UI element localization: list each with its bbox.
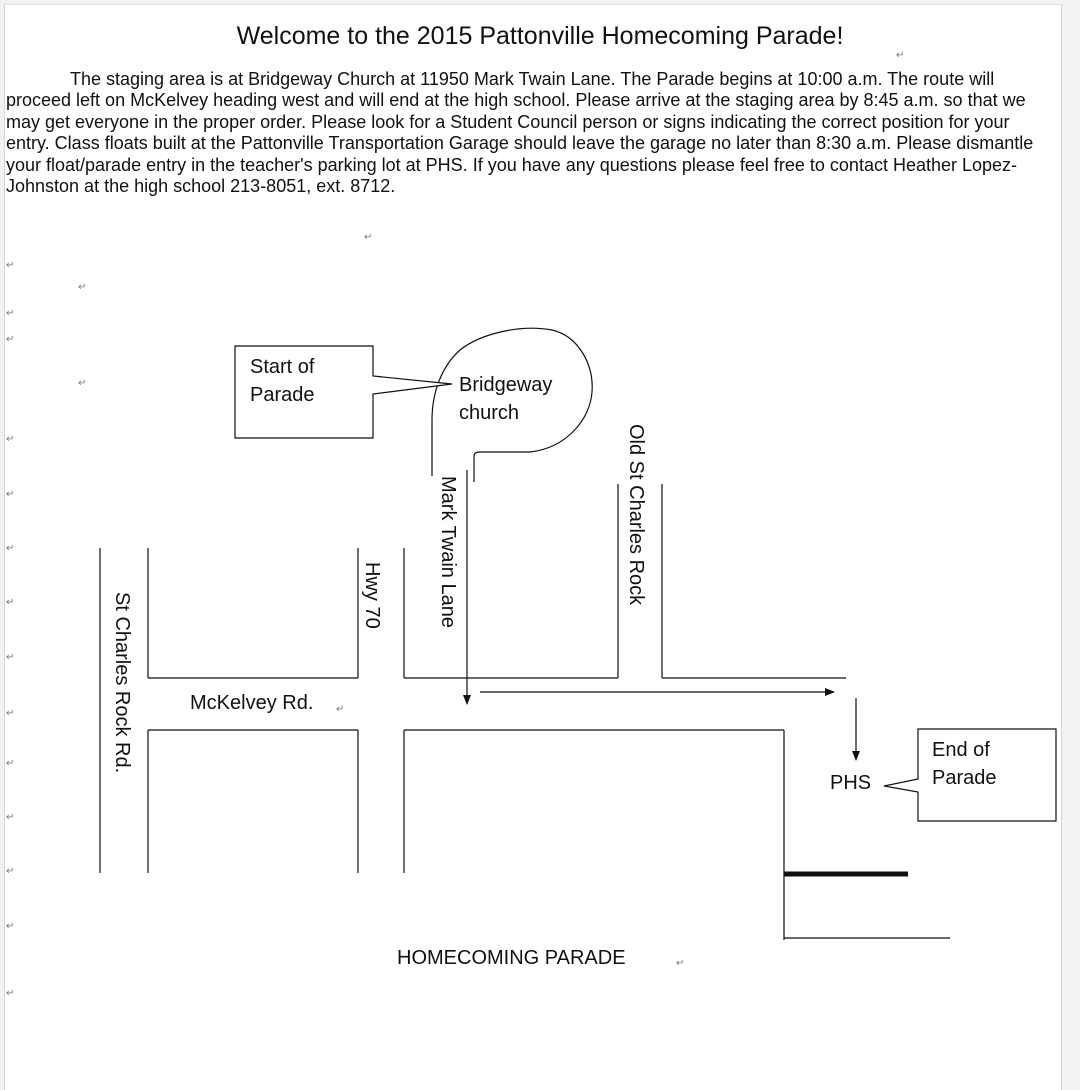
svg-text:↵: ↵ (6, 988, 15, 999)
svg-text:↵: ↵ (6, 708, 15, 719)
mckelvey-rd-label: McKelvey Rd. (190, 692, 314, 714)
bridgeway-church-label-2: church (459, 402, 520, 424)
page-title: Welcome to the 2015 Pattonville Homecoming Parade! (236, 22, 844, 50)
svg-text:↵: ↵ (6, 543, 15, 554)
map-caption: HOMECOMING PARADE (397, 947, 626, 969)
start-of-parade-label-1: Start of (250, 356, 315, 378)
phs-label: PHS (830, 772, 872, 794)
svg-text:↵: ↵ (896, 50, 905, 61)
svg-text:↵: ↵ (6, 758, 15, 769)
svg-text:↵: ↵ (6, 921, 15, 932)
svg-text:↵: ↵ (6, 866, 15, 877)
svg-text:↵: ↵ (6, 334, 15, 345)
svg-text:↵: ↵ (336, 704, 345, 715)
old-st-charles-rock-label: Old St Charles Rock (625, 424, 647, 606)
svg-text:↵: ↵ (6, 652, 15, 663)
st-charles-rock-rd-label: St Charles Rock Rd. (111, 592, 133, 774)
svg-text:↵: ↵ (6, 812, 15, 823)
svg-text:↵: ↵ (6, 434, 15, 445)
svg-text:↵: ↵ (6, 308, 15, 319)
start-of-parade-label-2: Parade (250, 384, 315, 406)
svg-text:↵: ↵ (78, 282, 87, 293)
end-of-parade-label-1: End of (932, 739, 990, 761)
end-of-parade-label-2: Parade (932, 767, 997, 789)
bridgeway-church-label-1: Bridgeway (459, 374, 553, 396)
svg-text:↵: ↵ (78, 378, 87, 389)
instructions-paragraph: The staging area is at Bridgeway Church at 11950 Mark Twain Lane. The Parade begins at 10:00 a.m. The route will proceed left on McKelvey heading west and will end at the high school. Please arrive at the staging area by 8:45 a.m. so that we may get everyone in the proper order. Please look for a Student Council person or signs indicating the correct position for your entry. Class floats built at the Pattonville Transportation Garage should leave the garage no later than 8:30 a.m. Please dismantle your float/parade entry in the teacher's parking lot at PHS. If you have any questions please feel free to contact Heather Lopez-Johnston at the high school 213-8051, ext. 8712. (6, 69, 1034, 197)
svg-text:↵: ↵ (676, 958, 685, 969)
svg-text:↵: ↵ (6, 489, 15, 500)
svg-text:↵: ↵ (364, 232, 373, 243)
hwy-70-label: Hwy 70 (361, 562, 383, 629)
mark-twain-lane-label: Mark Twain Lane (437, 476, 459, 628)
svg-text:↵: ↵ (6, 260, 15, 271)
svg-text:↵: ↵ (6, 597, 15, 608)
